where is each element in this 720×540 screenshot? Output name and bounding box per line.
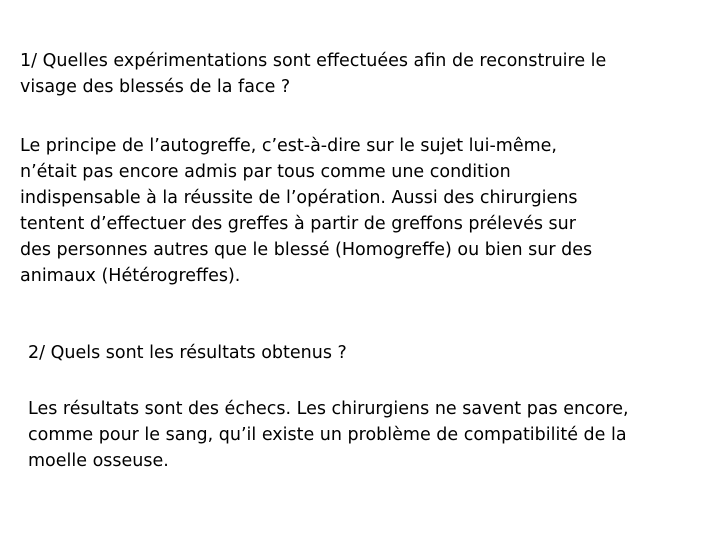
answer-1-line: tentent d’effectuer des greffes à partir de greffons prélevés sur xyxy=(20,214,576,234)
question-1-line: 1/ Quelles expérimentations sont effectuées afin de reconstruire le xyxy=(20,51,607,71)
answer-2-line: Les résultats sont des échecs. Les chirurgiens ne savent pas encore, xyxy=(28,399,629,419)
answer-2-line: moelle osseuse. xyxy=(28,451,169,471)
answer-1-line: des personnes autres que le blessé (Homogreffe) ou bien sur des xyxy=(20,240,593,260)
question-2-line: 2/ Quels sont les résultats obtenus ? xyxy=(28,343,347,363)
question-1-line: visage des blessés de la face ? xyxy=(20,77,291,97)
answer-2-line: comme pour le sang, qu’il existe un problème de compatibilité de la xyxy=(28,425,627,445)
answer-1 xyxy=(20,133,592,289)
answer-2 xyxy=(28,396,629,474)
question-1 xyxy=(20,48,606,100)
answer-1-line: animaux (Hétérogreffes). xyxy=(20,266,241,286)
answer-1-line: n’était pas encore admis par tous comme une condition xyxy=(20,162,511,182)
question-2 xyxy=(28,340,347,366)
answer-1-line: Le principe de l’autogreffe, c’est-à-dire sur le sujet lui-même, xyxy=(20,136,557,156)
answer-1-line: indispensable à la réussite de l’opération. Aussi des chirurgiens xyxy=(20,188,578,208)
